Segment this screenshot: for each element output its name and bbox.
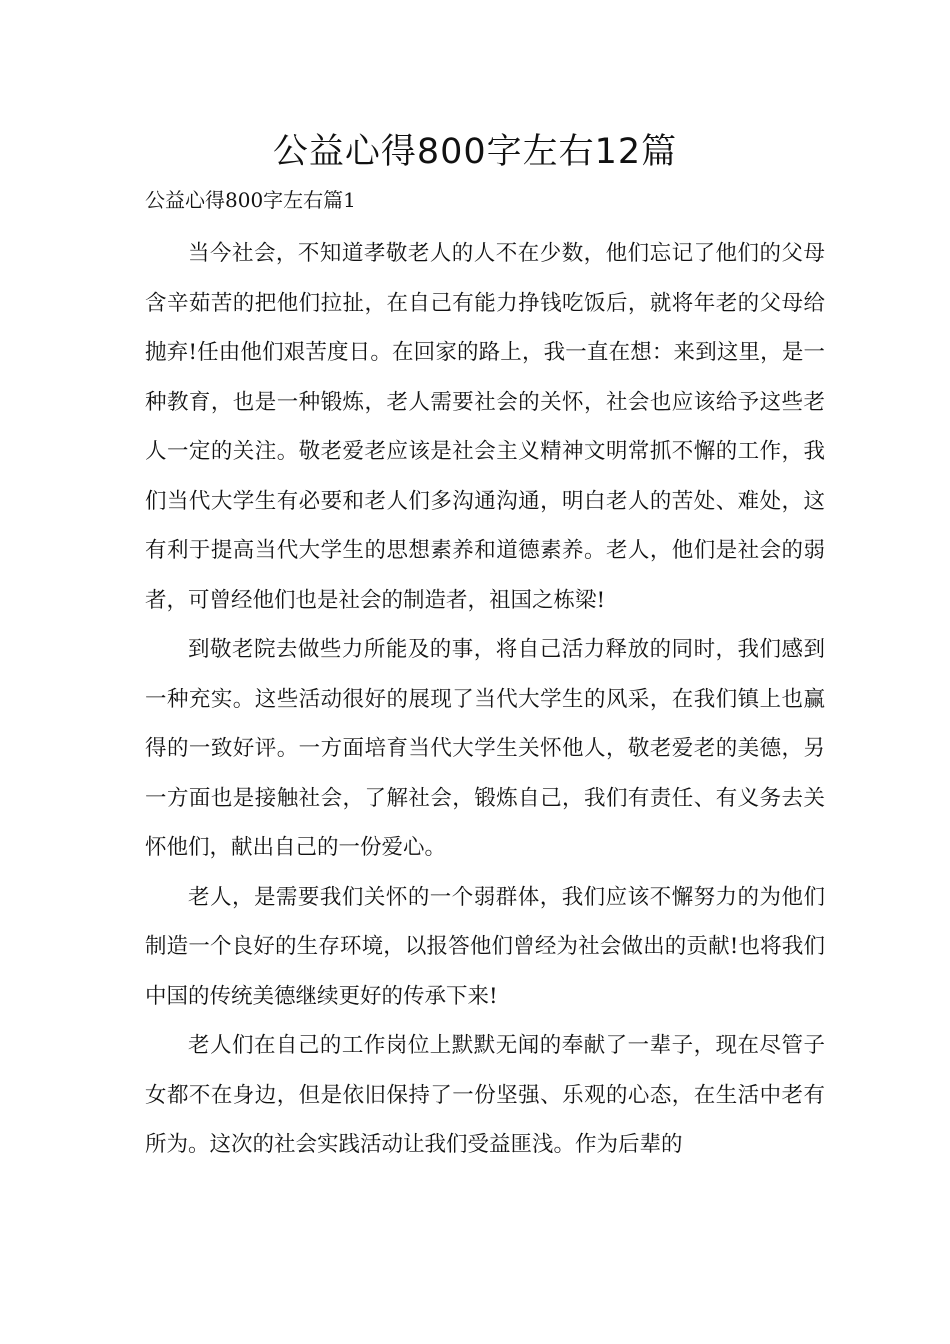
paragraph: 老人们在自己的工作岗位上默默无闻的奉献了一辈子，现在尽管子女都不在身边，但是依旧保持了一份坚强、乐观的心态，在生活中老有所为。这次的社会实践活动让我们受益匪浅。作为后辈的 [145, 1033, 825, 1157]
paragraph: 当今社会，不知道孝敬老人的人不在少数，他们忘记了他们的父母含辛茹苦的把他们拉扯，在自己有能力挣钱吃饭后，就将年老的父母给抛弃!任由他们艰苦度日。在回家的路上，我一直在想：来到这里，是一种教育，也是一种锻炼，老人需要社会的关怀，社会也应该给予这些老人一定的关注。敬老爱老应该是社会主义精神文明常抓不懈的工作，我们当代大学生有必要和老人们多沟通沟通，明白老人的苦处、难处，这有利于提高当代大学生的思想素养和道德素养。老人，他们是社会的弱者，可曾经他们也是社会的制造者，祖国之栋梁! [145, 241, 825, 613]
paragraph: 到敬老院去做些力所能及的事，将自己活力释放的同时，我们感到一种充实。这些活动很好的展现了当代大学生的风采，在我们镇上也赢得的一致好评。一方面培育当代大学生关怀他人，敬老爱老的美德，另一方面也是接触社会，了解社会，锻炼自己，我们有责任、有义务去关怀他们，献出自己的一份爱心。 [145, 637, 825, 860]
document-body [145, 229, 825, 1170]
paragraph: 老人，是需要我们关怀的一个弱群体，我们应该不懈努力的为他们制造一个良好的生存环境，以报答他们曾经为社会做出的贡献!也将我们中国的传统美德继续更好的传承下来! [145, 884, 825, 1009]
section-heading: 公益心得800字左右篇1 [145, 188, 356, 212]
document-title: 公益心得800字左右12篇 [272, 132, 678, 172]
